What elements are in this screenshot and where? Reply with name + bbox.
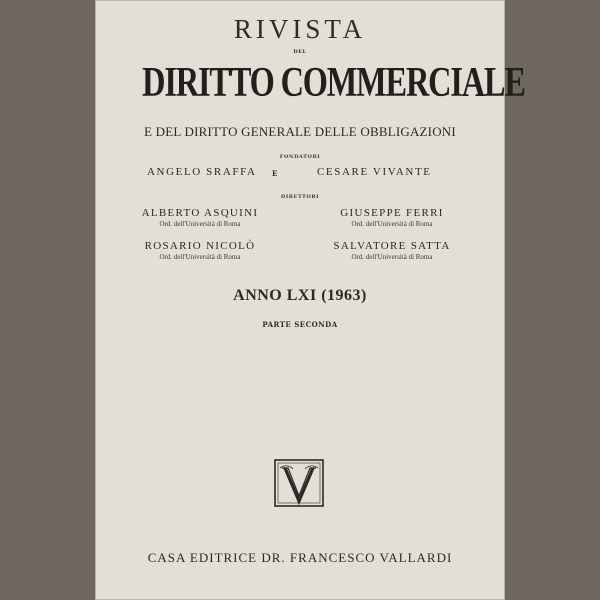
director-entry [307,207,477,228]
title-page [95,0,525,600]
founders-label: FONDATORI [279,154,321,160]
director-affiliation: Ord. dell'Università di Roma [351,253,433,261]
directors-label: DIRETTORI [280,194,320,200]
volume-part: PARTE SECONDA [262,320,338,329]
journal-title-main: DIRITTO COMMERCIALE [142,60,525,106]
volume-year: ANNO LXI (1963) [233,287,367,304]
director-affiliation: Ord. dell'Università di Roma [351,220,433,228]
director-entry [307,240,477,261]
director-entry [115,240,285,261]
founder-left: ANGELO SRAFFA [147,166,257,178]
founder-right: CESARE VIVANTE [317,166,432,178]
director-name: ROSARIO NICOLÒ [144,240,256,252]
director-affiliation: Ord. dell'Università di Roma [159,220,241,228]
founders-conjunction: E [272,169,278,178]
director-entry [115,207,285,228]
journal-title-line1: RIVISTA [233,14,367,44]
director-affiliation: Ord. dell'Università di Roma [159,253,241,261]
vallardi-v-logo-icon [274,459,324,507]
director-name: ALBERTO ASQUINI [141,207,259,219]
journal-subtitle: E DEL DIRITTO GENERALE DELLE OBBLIGAZIONI [144,124,456,139]
director-name: GIUSEPPE FERRI [340,207,444,219]
publisher-name: CASA EDITRICE DR. FRANCESCO VALLARDI [147,550,453,565]
director-name: SALVATORE SATTA [333,240,451,252]
journal-title-connector: DEL [293,49,307,55]
